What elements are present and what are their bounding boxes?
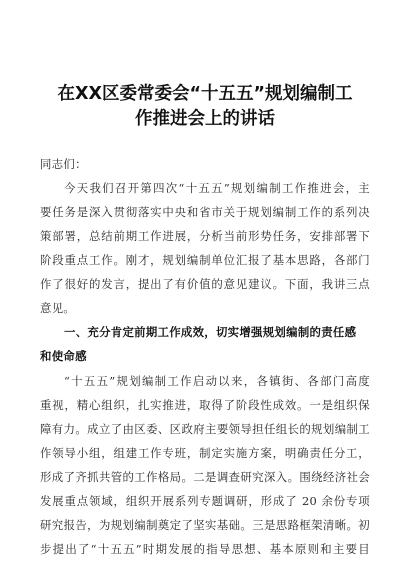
paragraph-line: “十五五”规划编制工作启动以来，各镇街、各部门高度 (64, 374, 370, 388)
paragraph-line: 策部署，总结前期工作进展，分析当前形势任务，安排部署下 (40, 229, 370, 243)
paragraph-line: 研究报告，为规划编制奠定了坚实基础。三是思路框架清晰。初 (40, 518, 370, 532)
paragraph-line: 今天我们召开第四次“十五五”规划编制工作推进会，主 (64, 181, 370, 195)
salutation: 同志们： (40, 157, 87, 171)
paragraph-line: 阶段重点工作。刚才，规划编制单位汇报了基本思路，各部门 (40, 253, 370, 267)
section-heading-line: 和使命感 (40, 349, 87, 363)
paragraph-line: 发展重点领域，组织开展系列专题调研，形成了 20 余份专项 (40, 494, 370, 508)
paragraph-line: 要任务是深入贯彻落实中央和省市关于规划编制工作的系列决 (40, 205, 370, 219)
paragraph-line: 步提出了“十五五”时期发展的指导思想、基本原则和主要目 (40, 542, 370, 556)
paragraph-line: 形成了齐抓共管的工作格局。二是调查研究深入。围绕经济社会 (40, 470, 370, 484)
paragraph-line: 障有力。成立了由区委、区政府主要领导担任组长的规划编制工 (40, 422, 370, 436)
section-heading-line: 一、充分肯定前期工作成效，切实增强规划编制的责任感 (64, 325, 357, 339)
paragraph-line: 作了很好的发言，提出了有价值的意见建议。下面，我讲三点 (40, 277, 370, 291)
document-title-line-1: 在XX区委常委会“十五五”规划编制工 (57, 84, 353, 104)
paragraph-line: 作领导小组，组建工作专班，制定实施方案，明确责任分工， (40, 446, 370, 460)
document-title-line-2: 作推进会上的讲话 (135, 109, 275, 129)
paragraph-line: 重视，精心组织，扎实推进，取得了阶段性成效。一是组织保 (40, 398, 370, 412)
paragraph-line: 意见。 (40, 301, 76, 315)
